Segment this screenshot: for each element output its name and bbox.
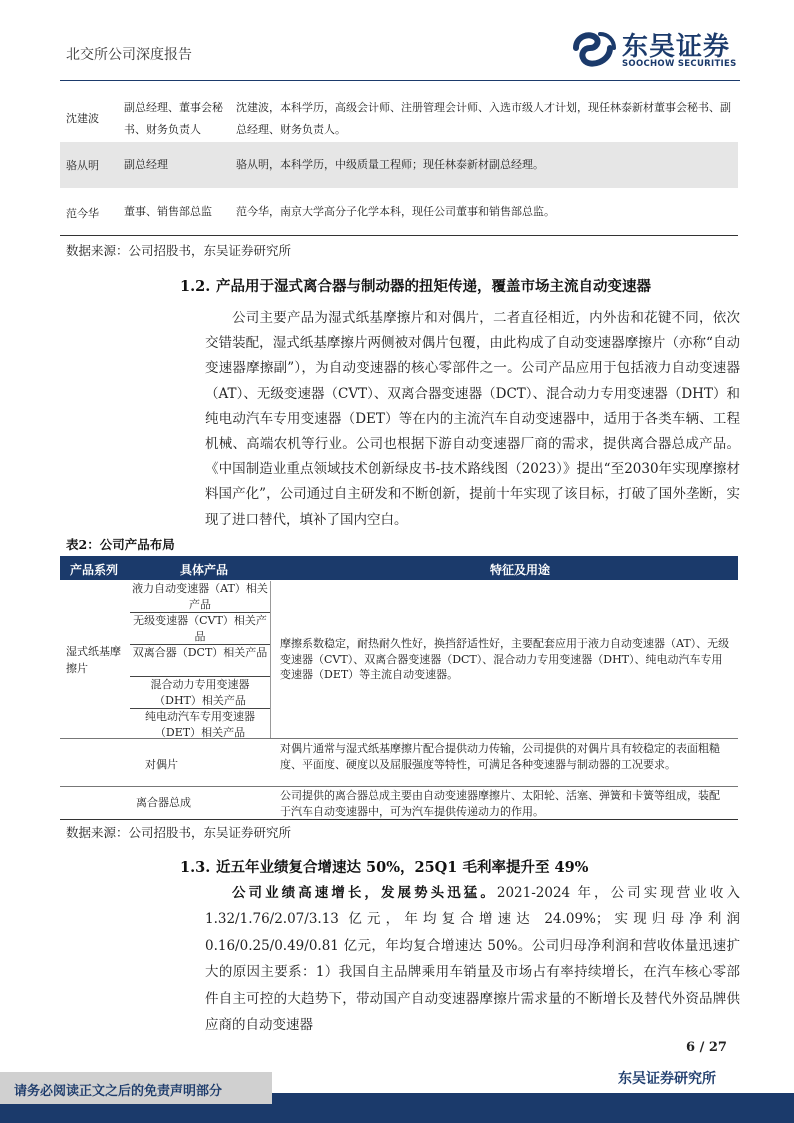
page-number: 6 / 27: [686, 1040, 727, 1055]
body-paragraph: [205, 880, 740, 1038]
header-product: 具体产品: [180, 563, 229, 577]
manager-name: 沈建波: [66, 112, 99, 125]
management-row: [60, 96, 738, 142]
sub-product: 双离合器（DCT）相关产品: [130, 645, 270, 677]
product-series: 离合器总成: [136, 796, 191, 809]
source-note: 数据来源：公司招股书，东吴证券研究所: [66, 825, 292, 840]
table-caption: 表2：公司产品布局: [66, 537, 175, 552]
header-feature: 特征及用途: [490, 563, 551, 577]
manager-position: 董事、销售部总监: [124, 205, 212, 218]
sub-product: 混合动力专用变速器（DHT）相关产品: [130, 677, 270, 709]
product-series: 湿式纸基摩擦片: [66, 645, 121, 675]
section-title: 产品用于湿式离合器与制动器的扭矩传递，覆盖市场主流自动变速器: [216, 278, 651, 295]
manager-bio: 范今华，南京大学高分子化学本科，现任公司董事和销售部总监。: [236, 205, 555, 218]
soochow-logo-icon: [570, 28, 616, 68]
brand-name-en: SOOCHOW SECURITIES: [622, 59, 737, 69]
header-series: 产品系列: [70, 563, 119, 577]
product-description: 对偶片通常与湿式纸基摩擦片配合提供动力传输，公司提供的对偶片具有较稳定的表面粗糙度、平面度、硬度以及屈服强度等特性，可满足各种变速器与制动器的工况要求。: [280, 742, 720, 771]
section-heading: [180, 856, 588, 877]
manager-name: 骆从明: [66, 159, 99, 172]
body-paragraph: 公司主要产品为湿式纸基摩擦片和对偶片，二者直径相近，内外齿和花键不同，依次交错装配，湿式纸基摩擦片两侧被对偶片包覆，由此构成了自动变速器摩擦片（亦称“自动变速器摩擦副”），为自动变速器的核心零部件之一。公司产品应用于包括液力自动变速器（AT）、无级变速器（CVT）、双离合器变速器（DCT）、混合动力专用变速器（DHT）和纯电动汽车专用变速器（DET）等在内的主流汽车自动变速器中，适用于各类车辆、工程机械、高端农机等行业。公司也根据下游自动变速器厂商的需求，提供离合器总成产品。《中国制造业重点领域技术创新绿皮书-技术路线图（2023）》提出“至2030年实现摩擦材料国产化”，公司通过自主研发和不断创新，提前十年实现了该目标，打破了国外垄断，实现了进口替代，填补了国内空白。: [205, 310, 740, 528]
management-row: [60, 188, 738, 234]
sub-product: 液力自动变速器（AT）相关产品: [130, 581, 270, 613]
header-divider: [60, 80, 740, 81]
manager-name: 范今华: [66, 207, 99, 220]
disclaimer-text: 请务必阅读正文之后的免责声明部分: [14, 1084, 223, 1099]
institute-name: 东吴证券研究所: [618, 1071, 716, 1087]
product-series: 对偶片: [145, 758, 178, 771]
column-divider: [270, 581, 271, 738]
row-divider: [60, 738, 738, 739]
table-bottom-rule: [60, 819, 738, 820]
manager-bio: 沈建波，本科学历，高级会计师、注册管理会计师、入选市级人才计划，现任林泰新材董事会秘书、副总经理、财务负责人。: [236, 101, 731, 136]
manager-bio: 骆从明，本科学历，中级质量工程师；现任林泰新材副总经理。: [236, 158, 544, 171]
section-number: 1.2.: [180, 278, 211, 295]
report-type-label: 北交所公司深度报告: [66, 47, 192, 63]
product-description: 公司提供的离合器总成主要由自动变速器摩擦片、太阳轮、活塞、弹簧和卡簧等组成，装配于汽车自动变速器中，可为汽车提供传递动力的作用。: [280, 789, 720, 818]
section-number: 1.3.: [180, 859, 211, 876]
section-heading: [180, 275, 651, 296]
paragraph-text: 2021-2024 年，公司实现营业收入 1.32/1.76/2.07/3.13 亿元，年均复合增速达 24.09%；实现归母净利润 0.16/0.25/0.49/0.81 亿元，年均复合增速达 50%。公司归母净利润和营收体量迅速扩大的原因主要系：1）我国自主品牌乘用车销量及市场占有率持续增长，在汽车核心零部件自主可控的大趋势下，带动国产自动变速器摩擦片需求量的不断增长及替代外资品牌供应商的自动变速器: [205, 885, 740, 1034]
table-bottom-rule: [60, 235, 738, 236]
table-header: [60, 556, 738, 580]
management-row: [60, 142, 738, 188]
lead-sentence: 公司业绩高速增长，发展势头迅猛。: [232, 885, 497, 901]
manager-position: 副总经理: [124, 158, 168, 171]
sub-product: 无级变速器（CVT）相关产品: [130, 613, 270, 645]
sub-product: 纯电动汽车专用变速器（DET）相关产品: [145, 710, 255, 739]
brand-name-cn: 东吴证券: [622, 32, 731, 62]
manager-position: 副总经理、董事会秘书、财务负责人: [124, 101, 223, 136]
row-divider: [60, 786, 738, 787]
product-description: 摩擦系数稳定，耐热耐久性好，换挡舒适性好，主要配套应用于液力自动变速器（AT）、无级变速器（CVT）、双离合器变速器（DCT）、混合动力专用变速器（DHT）、纯电动汽车专用变速器（DET）等主流自动变速器。: [280, 637, 730, 681]
section-title: 近五年业绩复合增速达 50%，25Q1 毛利率提升至 49%: [216, 859, 589, 876]
source-note: 数据来源：公司招股书，东吴证券研究所: [66, 243, 292, 258]
